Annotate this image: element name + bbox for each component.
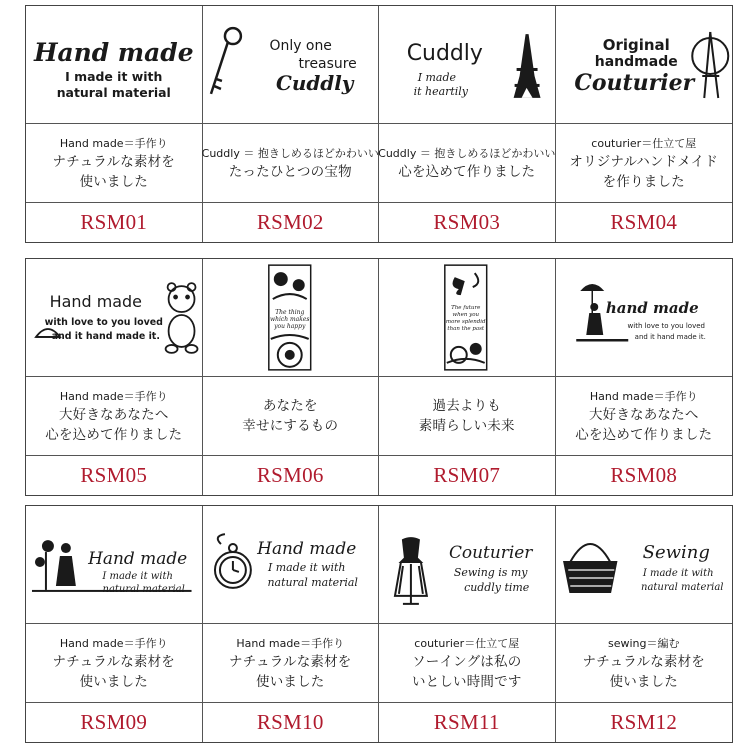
desc-line: 使いました [609, 673, 678, 690]
stamp-code: RSM06 [256, 463, 324, 487]
stamp-art [203, 6, 379, 124]
art-line: I made [417, 70, 456, 84]
stamp-panel-3 [25, 505, 733, 743]
desc-line: 使いました [79, 673, 148, 690]
desc-line: オリジナルハンドメイド [569, 153, 719, 170]
stamp-art-svg [26, 259, 202, 376]
desc-line: を作りました [602, 173, 685, 190]
stamp-code: RSM07 [433, 463, 501, 487]
stamp-code: RSM05 [80, 463, 148, 487]
art-line: The thing [274, 309, 304, 317]
desc-meaning: sewing＝編む [607, 636, 680, 650]
stamp-art [26, 6, 202, 124]
stamp-code: RSM08 [610, 463, 678, 487]
art-line: you happy [273, 322, 305, 330]
stamp-description [203, 377, 379, 456]
stamp-card[interactable] [26, 6, 203, 242]
art-line: cuddly time [464, 580, 530, 594]
art-title: Hand made [49, 292, 142, 312]
art-line: than the past [447, 325, 485, 332]
art-line: and it hand made it. [634, 333, 706, 341]
stamp-description [26, 624, 202, 703]
desc-meaning: Hand made＝手作り [236, 636, 345, 650]
desc-meaning: Hand made＝手作り [59, 136, 168, 150]
stamp-card[interactable] [26, 506, 203, 742]
art-title: Sewing [642, 542, 710, 563]
art-line: treasure [298, 55, 357, 72]
desc-line: 心を込めて作りました [575, 426, 713, 443]
desc-line: ナチュラルな素材を [229, 653, 352, 670]
art-line: Only one [269, 38, 332, 55]
desc-line: ナチュラルな素材を [52, 653, 175, 670]
desc-meaning: couturier＝仕立て屋 [414, 636, 520, 650]
dress-form-icon [395, 538, 427, 604]
desc-meaning: Hand made＝手作り [59, 636, 168, 650]
stamp-art-svg [379, 6, 555, 123]
art-title: Cuddly [275, 70, 353, 95]
stamp-art [379, 259, 555, 377]
teddy-bear-icon [166, 283, 198, 353]
art-line: it heartily [413, 84, 468, 98]
stamp-card[interactable] [203, 259, 380, 495]
desc-line: 心を込めて作りました [45, 426, 183, 443]
art-line: natural material [267, 575, 358, 589]
art-line: I made it with [65, 68, 163, 84]
eiffel-tower-icon [692, 32, 728, 98]
stamp-art-svg [26, 6, 202, 123]
art-line: with love to you loved [627, 322, 705, 330]
art-line: The future [451, 305, 481, 312]
art-title: Hand made [88, 548, 188, 569]
stamp-description [379, 124, 555, 203]
desc-line: 使いました [79, 173, 148, 190]
desc-meaning: Hand made＝手作り [59, 389, 168, 403]
stamp-art [556, 259, 733, 377]
art-title: Cuddly [406, 41, 483, 67]
art-line: natural material [102, 583, 185, 595]
art-line: and it hand made it. [51, 330, 160, 342]
desc-line: 過去よりも [432, 398, 501, 414]
desc-line: 素晴らしい未来 [418, 418, 515, 434]
stamp-art [203, 259, 379, 377]
stamp-art [556, 506, 733, 624]
desc-line: いとしい時間です [411, 673, 522, 690]
stamp-code: RSM12 [610, 710, 678, 734]
art-line: handmade [594, 54, 678, 70]
stamp-card[interactable] [379, 259, 556, 495]
stamp-code: RSM10 [256, 710, 324, 734]
stamp-art-svg [203, 259, 379, 376]
stamp-art-svg [556, 6, 733, 123]
art-title: hand made [605, 299, 699, 317]
stamp-art-svg [203, 6, 379, 123]
stamp-card[interactable] [556, 259, 733, 495]
stamp-art [379, 506, 555, 624]
stamp-code: RSM09 [80, 710, 148, 734]
stamp-description [379, 624, 555, 703]
art-line: more splendid [445, 318, 486, 325]
stamp-description [203, 124, 379, 203]
art-line: I made it with [642, 568, 714, 579]
desc-line: 大好きなあなたへ [588, 406, 699, 423]
stamp-card[interactable] [556, 506, 733, 742]
art-title: Couturier [448, 542, 533, 563]
desc-meaning: Cuddly ＝ 抱きしめるほどかわいい [201, 146, 379, 160]
desc-line: 使いました [256, 673, 325, 690]
stamp-art-svg [379, 506, 555, 623]
stamp-card[interactable] [379, 6, 556, 242]
stamp-art [203, 506, 379, 624]
desc-line: 大好きなあなたへ [58, 406, 169, 423]
stamp-art-svg [203, 506, 379, 623]
stamp-description [26, 377, 202, 456]
desc-meaning: Cuddly ＝ 抱きしめるほどかわいい [378, 146, 556, 160]
stamp-art-svg [556, 506, 733, 623]
stamp-description [26, 124, 202, 203]
stamp-description [379, 377, 555, 456]
desc-line: ナチュラルな素材を [582, 653, 705, 670]
art-title: Couturier [573, 70, 694, 96]
art-title: Hand made [33, 38, 194, 68]
stamp-card[interactable] [379, 506, 556, 742]
desc-line: ナチュラルな素材を [52, 153, 175, 170]
stamp-art-svg [556, 259, 733, 376]
stamp-code: RSM03 [433, 210, 501, 234]
desc-meaning: couturier＝仕立て屋 [591, 136, 697, 150]
desc-line: あなたを [262, 398, 318, 414]
stamp-card[interactable] [26, 259, 203, 495]
art-line: Sewing is my [453, 565, 528, 579]
art-line: with love to you loved [44, 316, 163, 328]
stamp-card[interactable] [203, 6, 380, 242]
stamp-description [556, 124, 733, 203]
art-title: Hand made [256, 538, 356, 559]
stamp-code: RSM02 [256, 210, 324, 234]
art-line: I made it with [267, 560, 345, 574]
stamp-art [26, 506, 202, 624]
stamp-code: RSM01 [80, 210, 148, 234]
stamp-panel-1 [25, 5, 733, 243]
desc-line: 幸せにするもの [242, 418, 339, 434]
stamp-code: RSM04 [610, 210, 678, 234]
art-line: natural material [56, 84, 171, 100]
stamp-description [556, 377, 733, 456]
stamp-art [556, 6, 733, 124]
stamp-card[interactable] [203, 506, 380, 742]
art-line: when you [452, 312, 480, 319]
key-icon [210, 28, 240, 94]
art-line: Original [602, 36, 670, 54]
stamp-art-svg [379, 259, 555, 376]
art-line: I made it with [102, 570, 173, 582]
stamp-description [203, 624, 379, 703]
art-line: natural material [640, 582, 723, 593]
stamp-art [379, 6, 555, 124]
desc-line: たったひとつの宝物 [228, 163, 352, 180]
stamp-card[interactable] [556, 6, 733, 242]
stamp-art [26, 259, 202, 377]
art-line: which makes [269, 315, 309, 323]
stamp-code: RSM11 [433, 710, 500, 734]
stamp-art-svg [26, 506, 202, 623]
desc-line: ソーイングは私の [412, 653, 522, 670]
pocket-watch-icon [214, 534, 250, 588]
desc-line: 心を込めて作りました [398, 163, 536, 180]
desc-meaning: Hand made＝手作り [589, 389, 698, 403]
stamp-description [556, 624, 733, 703]
stamp-panel-2 [25, 258, 733, 496]
eiffel-tower-icon [514, 34, 541, 98]
basket-icon [564, 544, 616, 592]
